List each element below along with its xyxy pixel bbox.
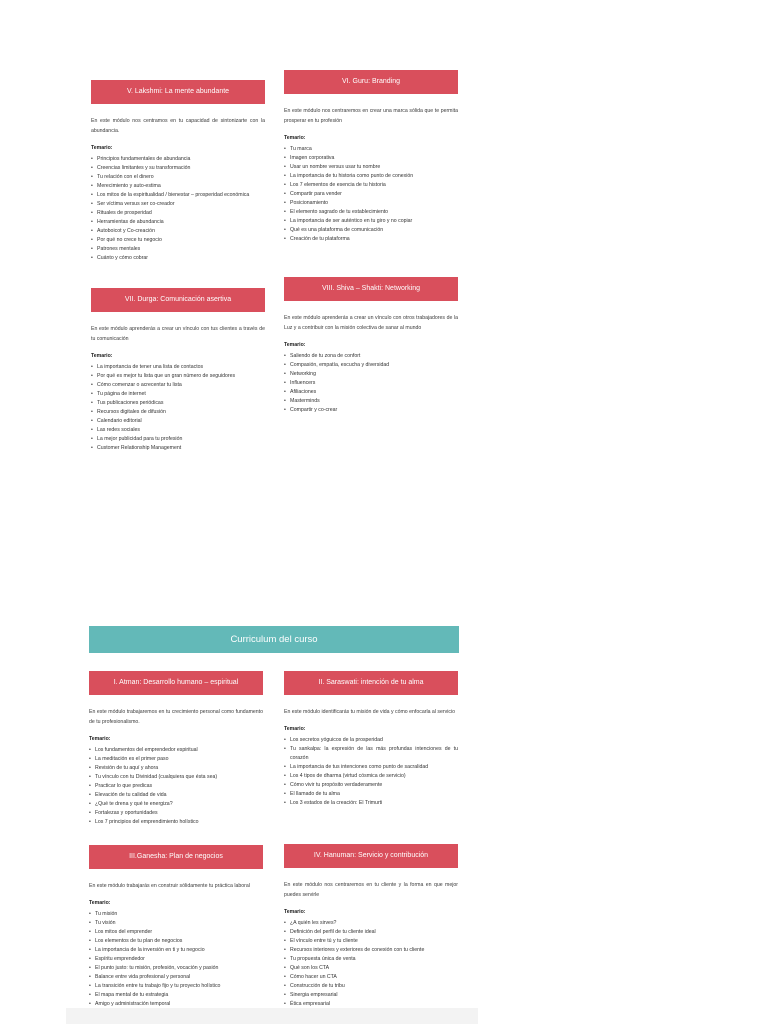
list-item: • Los 7 principios del emprendimiento holístico — [89, 818, 263, 827]
list-item: • Los 3 estados de la creación: El Trimurti — [284, 799, 458, 808]
list-item: • Revisión de tu aquí y ahora — [89, 764, 263, 773]
list-item: • Herramientas de abundancia — [91, 218, 265, 227]
list-item: • Por qué es mejor tu lista que un gran número de seguidores — [91, 372, 265, 381]
list-item: • Tu marca — [284, 145, 458, 154]
list-item: • Usar un nombre versus usar tu nombre — [284, 163, 458, 172]
list-item: • Definición del perfil de tu cliente ideal — [284, 928, 458, 937]
list-item: • Por qué no crece tu negocio — [91, 236, 265, 245]
list-item: • Compasión, empatía, escucha y diversidad — [284, 361, 458, 370]
list-item: • Ética empresarial — [284, 1000, 458, 1009]
topic-list — [284, 145, 458, 244]
temario-label: Temario: — [89, 736, 111, 742]
list-item: • Tu propuesta única de venta — [284, 955, 458, 964]
list-item: • Tus publicaciones periódicas — [91, 399, 265, 408]
list-item: • Saliendo de tu zona de confort — [284, 352, 458, 361]
list-item: • Tu misión — [89, 910, 263, 919]
list-item: • Recursos interiores y exteriores de conexión con tu cliente — [284, 946, 458, 955]
list-item: • ¿Qué te drena y qué te energiza? — [89, 800, 263, 809]
list-item: • La importancia de tus intenciones como punto de sacralidad — [284, 763, 458, 772]
page-footer-strip — [66, 1008, 478, 1024]
temario-label: Temario: — [284, 909, 306, 915]
list-item: • Imagen corporativa — [284, 154, 458, 163]
list-item: • Tu página de internet — [91, 390, 265, 399]
module-hanuman — [284, 844, 458, 1009]
module-title: II. Saraswati: intención de tu alma — [284, 671, 458, 695]
list-item: • Cuánto y cómo cobrar — [91, 254, 265, 263]
module-description: En este módulo aprenderás a crear un vínculo con otros trabajadores de la Luz y a contribuir con la misión colectiva de sanar al mundo — [284, 315, 458, 331]
list-item: • Rituales de prosperidad — [91, 209, 265, 218]
module-ganesha — [89, 845, 263, 1009]
module-lakshmi — [91, 80, 265, 263]
topic-list — [89, 910, 263, 1009]
list-item: • Creación de tu plataforma — [284, 235, 458, 244]
topic-list — [91, 363, 265, 453]
list-item: • Compartir y co-crear — [284, 406, 458, 415]
list-item: • Cómo vivir tu propósito verdaderamente — [284, 781, 458, 790]
module-title: VIII. Shiva – Shakti: Networking — [284, 277, 458, 301]
list-item: • Espíritu emprendedor — [89, 955, 263, 964]
list-item: • Customer Relationship Management — [91, 444, 265, 453]
module-guru — [284, 70, 458, 244]
topic-list — [91, 155, 265, 263]
list-item: • La mejor publicidad para tu profesión — [91, 435, 265, 444]
list-item: • Ser víctima versus ser co-creador — [91, 200, 265, 209]
list-item: • Calendario editorial — [91, 417, 265, 426]
list-item: • El mapa mental de tu estrategia — [89, 991, 263, 1000]
list-item: • Construcción de tu tribu — [284, 982, 458, 991]
temario-label: Temario: — [91, 145, 113, 151]
list-item: • Tu sankalpa: la expresión de las más profundas intenciones de tu corazón — [284, 745, 458, 763]
list-item: • Practicar lo que predicas — [89, 782, 263, 791]
module-title: VI. Guru: Branding — [284, 70, 458, 94]
list-item: • Creencias limitantes y su transformación — [91, 164, 265, 173]
list-item: • Las redes sociales — [91, 426, 265, 435]
list-item: • Los secretos yóguicos de la prosperidad — [284, 736, 458, 745]
list-item: • La importancia de tener una lista de contactos — [91, 363, 265, 372]
list-item: • Los 7 elementos de esencia de tu historia — [284, 181, 458, 190]
module-title: I. Atman: Desarrollo humano – espiritual — [89, 671, 263, 695]
list-item: • Patrones mentales — [91, 245, 265, 254]
list-item: • Los fundamentos del emprendedor espiritual — [89, 746, 263, 755]
list-item: • Tu relación con el dinero — [91, 173, 265, 182]
list-item: • Principios fundamentales de abundancia — [91, 155, 265, 164]
list-item: • Compartir para vender — [284, 190, 458, 199]
module-saraswati — [284, 671, 458, 808]
list-item: • Los mitos del emprender — [89, 928, 263, 937]
topic-list — [284, 919, 458, 1009]
list-item: • El punto justo: tu misión, profesión, vocación y pasión — [89, 964, 263, 973]
list-item: • Merecimiento y auto-estima — [91, 182, 265, 191]
list-item: • Balance entre vida profesional y personal — [89, 973, 263, 982]
module-shiva-shakti — [284, 277, 458, 415]
list-item: • Influencers — [284, 379, 458, 388]
list-item: • Cómo comenzar o acrecentar tu lista — [91, 381, 265, 390]
list-item: • Networking — [284, 370, 458, 379]
list-item: • Sinergia empresarial — [284, 991, 458, 1000]
list-item: • Tu vínculo con tu Divinidad (cualquiera que ésta sea) — [89, 773, 263, 782]
list-item: • Recursos digitales de difusión — [91, 408, 265, 417]
list-item: • La importancia de tu historia como punto de conexión — [284, 172, 458, 181]
temario-label: Temario: — [89, 900, 111, 906]
list-item: • La meditación es el primer paso — [89, 755, 263, 764]
temario-label: Temario: — [284, 726, 306, 732]
temario-label: Temario: — [284, 342, 306, 348]
list-item: • El vínculo entre tú y tu cliente — [284, 937, 458, 946]
list-item: • Masterminds — [284, 397, 458, 406]
topic-list — [89, 746, 263, 827]
list-item: • ¿A quién les sirves? — [284, 919, 458, 928]
module-description: En este módulo trabajarás en construir sólidamente tu práctica laboral — [89, 883, 250, 889]
list-item: • Autoboicot y Co-creación — [91, 227, 265, 236]
list-item: • Los mitos de la espiritualidad / bienestar – prosperidad económica — [91, 191, 265, 200]
list-item: • Posicionamiento — [284, 199, 458, 208]
module-title: VII. Durga: Comunicación asertiva — [91, 288, 265, 312]
list-item: • Los elementos de tu plan de negocios — [89, 937, 263, 946]
list-item: • Cómo hacer un CTA — [284, 973, 458, 982]
list-item: • La transición entre tu trabajo fijo y tu proyecto holístico — [89, 982, 263, 991]
list-item: • Afiliaciones — [284, 388, 458, 397]
list-item: • La importancia de ser auténtico en tu giro y no copiar — [284, 217, 458, 226]
temario-label: Temario: — [284, 135, 306, 141]
list-item: • Los 4 tipos de dharma (virtud cósmica de servicio) — [284, 772, 458, 781]
module-title: IV. Hanuman: Servicio y contribución — [284, 844, 458, 868]
module-atman — [89, 671, 263, 827]
curriculum-banner: Curriculum del curso — [89, 626, 459, 653]
module-description: En este módulo nos centraremos en crear una marca sólida que te permita prosperar en tu profesión — [284, 108, 458, 124]
module-description: En este módulo nos centraremos en tu cliente y la forma en que mejor puedes servirle — [284, 882, 458, 898]
list-item: • El llamado de tu alma — [284, 790, 458, 799]
module-description: En este módulo identificarás tu misión de vida y cómo enfocarla al servicio — [284, 709, 455, 715]
module-title: III.Ganesha: Plan de negocios — [89, 845, 263, 869]
list-item: • Qué son los CTA — [284, 964, 458, 973]
module-title: V. Lakshmi: La mente abundante — [91, 80, 265, 104]
list-item: • El elemento sagrado de tu establecimiento — [284, 208, 458, 217]
list-item: • Tu visión — [89, 919, 263, 928]
topic-list — [284, 736, 458, 808]
list-item: • Elevación de tu calidad de vida — [89, 791, 263, 800]
list-item: • Amigo y administración temporal — [89, 1000, 263, 1009]
module-description: En este módulo aprenderás a crear un vínculo con tus clientes a través de tu comunicación — [91, 326, 265, 342]
module-durga — [91, 288, 265, 453]
module-description: En este módulo trabajaremos en tu crecimiento personal como fundamento de tu profesionalismo. — [89, 709, 263, 725]
topic-list — [284, 352, 458, 415]
list-item: • Qué es una plataforma de comunicación — [284, 226, 458, 235]
module-description: En este módulo nos centramos en tu capacidad de sintonizarte con la abundancia. — [91, 118, 265, 134]
list-item: • Fortalezas y oportunidades — [89, 809, 263, 818]
temario-label: Temario: — [91, 353, 113, 359]
list-item: • La importancia de la inversión en ti y tu negocio — [89, 946, 263, 955]
